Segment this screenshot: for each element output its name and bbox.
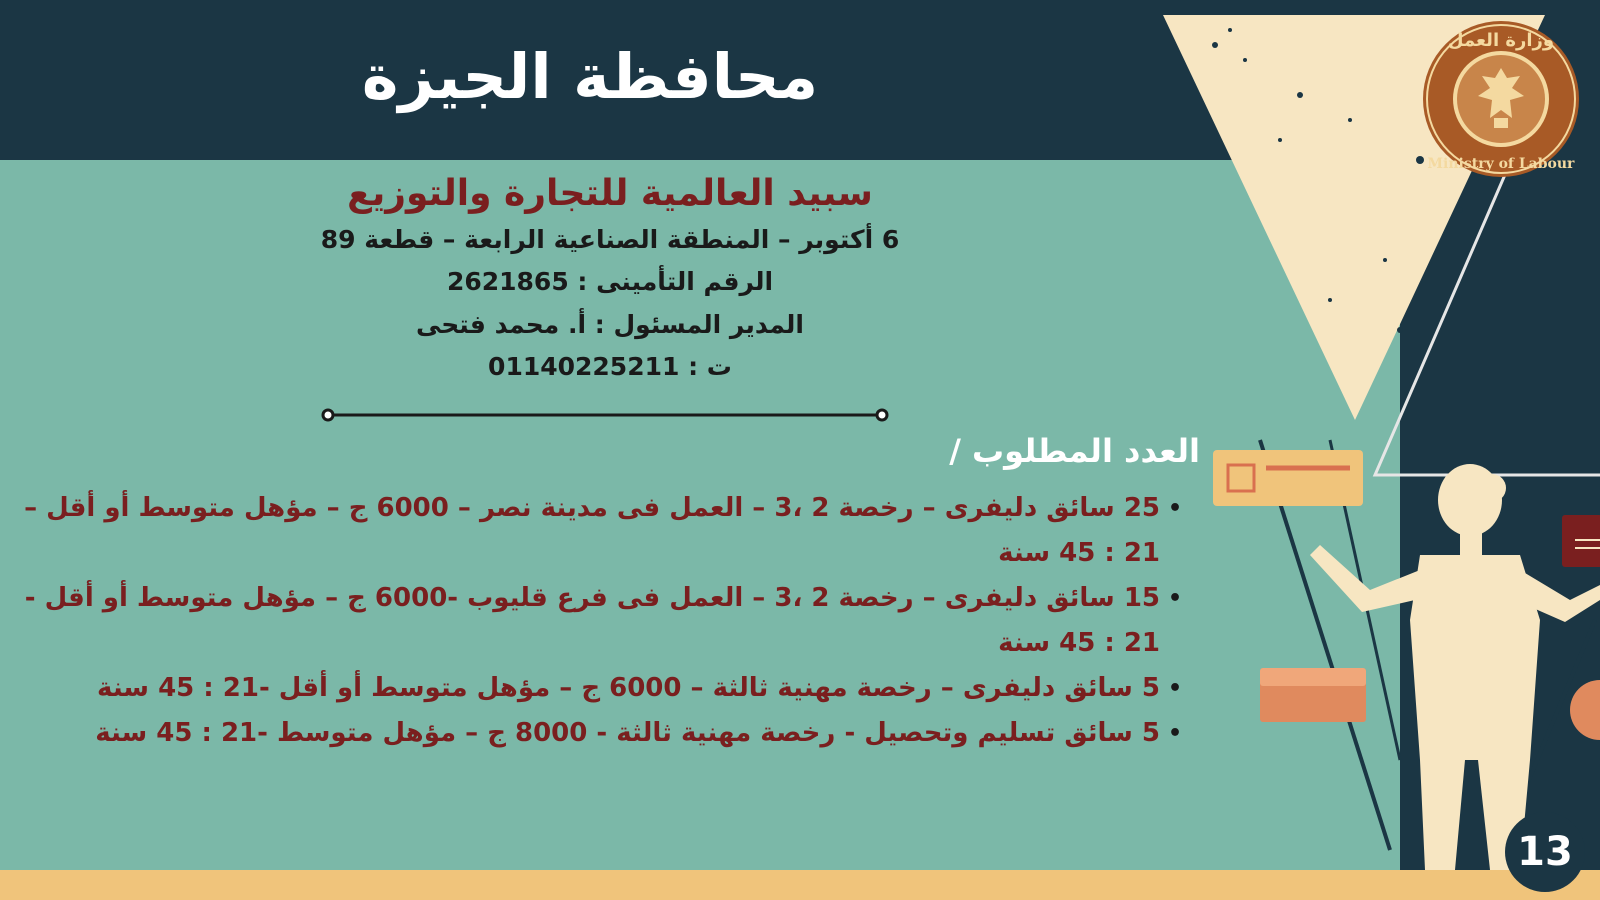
checkbox-card (1213, 450, 1363, 506)
jobs-list (15, 486, 1182, 756)
page-number-badge: 13 (1505, 812, 1585, 892)
bullet-icon: • (1167, 496, 1182, 521)
company-name: سبيد العالمية للتجارة والتوزيع (347, 173, 873, 214)
list-item (15, 486, 1182, 576)
orange-card-top (1260, 668, 1366, 686)
ministry-logo (1420, 18, 1582, 180)
insurance-number: الرقم التأمينى : 2621865 (446, 267, 774, 297)
company-info (260, 170, 960, 389)
phone-number: ت : 01140225211 (488, 352, 732, 382)
person-figure (1310, 464, 1600, 870)
job-text: 25 سائق دليفرى – رخصة 2 ،3 – العمل فى مدينة نصر – 6000 ج – مؤهل متوسط أو أقل – 21 : 45 سنة (24, 493, 1160, 568)
job-text: 15 سائق دليفرى – رخصة 2 ،3 – العمل فى فرع قليوب -6000 ج – مؤهل متوسط أو أقل - 21 : 45 سنة (24, 583, 1160, 658)
job-text: 5 سائق تسليم وتحصيل - رخصة مهنية ثالثة - 8000 ج – مؤهل متوسط -21 : 45 سنة (95, 718, 1160, 748)
bullet-icon: • (1167, 586, 1182, 611)
logo-english-text: Ministry of Labour (1427, 156, 1575, 172)
page-title: محافظة الجيزة (361, 40, 819, 113)
section-divider (320, 408, 890, 422)
bullet-icon: • (1167, 676, 1182, 701)
bullet-icon: • (1167, 721, 1182, 746)
list-item (15, 666, 1182, 711)
job-text: 5 سائق دليفرى – رخصة مهنية ثالثة – 6000 ج – مؤهل متوسط أو أقل -21 : 45 سنة (97, 673, 1160, 703)
required-count-title: العدد المطلوب / (949, 432, 1200, 470)
list-item (15, 576, 1182, 666)
logo-arabic-text: وزارة العمل (1447, 30, 1555, 51)
orange-half-circle (1570, 680, 1600, 740)
list-item (15, 711, 1182, 756)
company-address: 6 أكتوبر – المنطقة الصناعية الرابعة – قطعة 89 (320, 224, 900, 254)
manager-name: المدير المسئول : أ. محمد فتحى (416, 309, 804, 339)
